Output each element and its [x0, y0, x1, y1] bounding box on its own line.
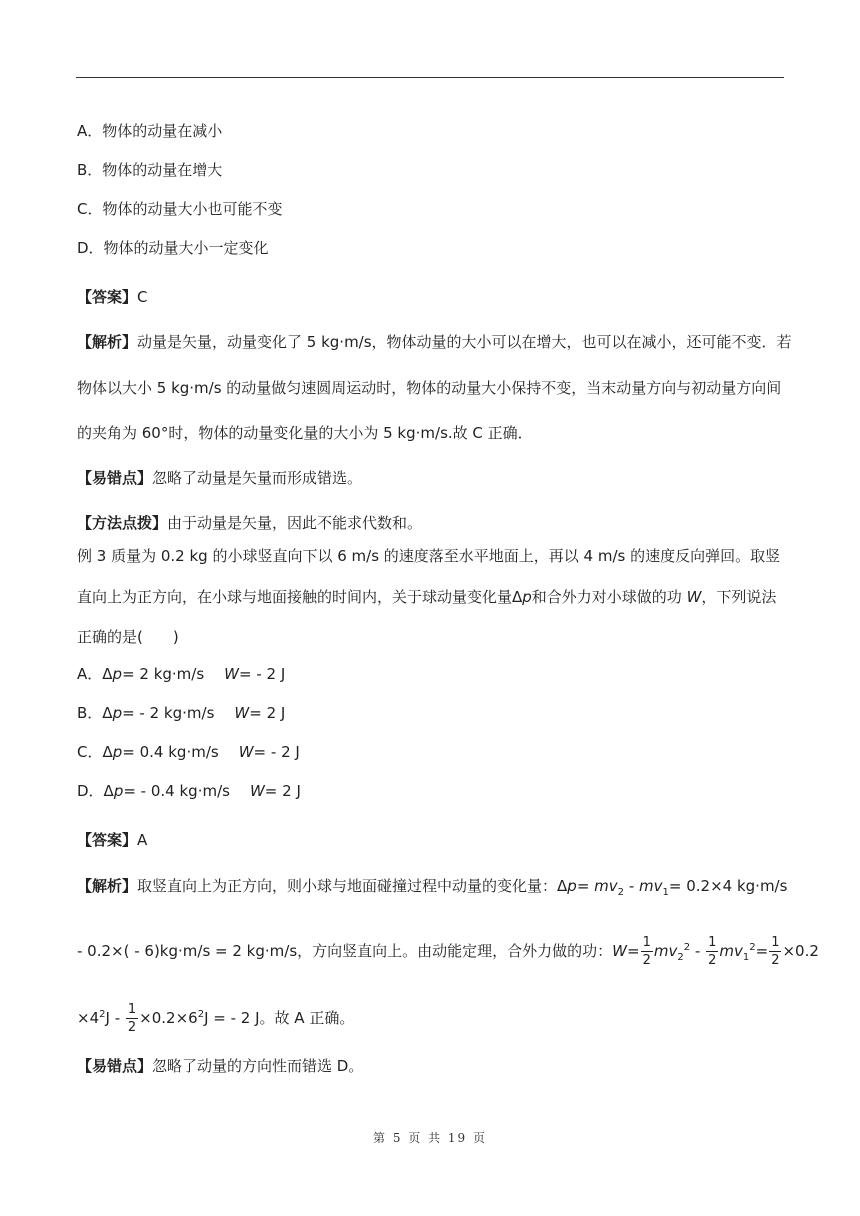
fraction-half: $\frac{1}{2}$ — [642, 935, 651, 968]
fraction-half: $\frac{1}{2}$ — [708, 935, 717, 968]
option-a: A．物体的动量在减小 — [77, 122, 223, 140]
example-option-c: C．Δp= 0.4 kg·m/s W= - 2 J — [77, 743, 300, 761]
fraction-half: $\frac{1}{2}$ — [127, 1002, 137, 1035]
example-mistake-text: 忽略了动量的方向性而错选 D。 — [152, 1057, 364, 1075]
method-text: 由于动量是矢量，因此不能求代数和。 — [167, 514, 423, 532]
mistake-block — [77, 468, 362, 488]
option-c: C．物体的动量大小也可能不变 — [77, 200, 283, 218]
fraction-half: $\frac{1}{2}$ — [771, 935, 780, 968]
header-rule — [76, 77, 784, 78]
example-answer-block — [77, 830, 147, 850]
answer-label: 【答案】 — [77, 288, 138, 306]
analysis-text-1: 动量是矢量，动量变化了 5 kg·m/s，物体动量的大小可以在增大，也可以在减小，还可能不变．若 — [137, 333, 792, 351]
example-analysis-line-3: $\times 4^2J$ - $\frac{1}{2}$ $\times 0.2\times 6^2J$ = - 2 J。故 A 正确。 — [77, 1002, 355, 1035]
answer-block — [77, 287, 148, 307]
example-mistake-label: 【易错点】 — [77, 1057, 153, 1075]
example-mistake-block — [77, 1056, 363, 1076]
option-d: D．物体的动量大小一定变化 — [77, 239, 269, 257]
example-answer-value: A — [137, 831, 148, 849]
example-line-2: 直向上为正方向，在小球与地面接触的时间内，关于球动量变化量Δp和合外力对小球做的功 W，下列说法 — [77, 588, 777, 606]
example-answer-label: 【答案】 — [77, 831, 138, 849]
page-footer: 第 5 页 共 19 页 — [373, 1131, 487, 1145]
method-block — [77, 513, 422, 533]
example-line-3: 正确的是( ) — [77, 628, 179, 646]
example-option-d: D．Δp= - 0.4 kg·m/s W= 2 J — [77, 782, 301, 800]
option-b: B．物体的动量在增大 — [77, 161, 223, 179]
example-line-1: 例 3 质量为 0.2 kg 的小球竖直向下以 6 m/s 的速度落至水平地面上，再以 4 m/s 的速度反向弹回。取竖 — [77, 547, 781, 565]
example-option-a: A．Δp= 2 kg·m/s W= - 2 J — [77, 665, 286, 683]
mistake-label: 【易错点】 — [77, 469, 153, 487]
answer-value: C — [137, 288, 148, 306]
analysis-line-3: 的夹角为 60°时，物体的动量变化量的大小为 5 kg·m/s.故 C 正确． — [77, 424, 533, 442]
analysis-line-2: 物体以大小 5 kg·m/s 的动量做匀速圆周运动时，物体的动量大小保持不变，当末动量方向与初动量方向间 — [77, 379, 782, 397]
analysis-label: 【解析】 — [77, 333, 138, 351]
method-label: 【方法点拨】 — [77, 514, 168, 532]
mistake-text: 忽略了动量是矢量而形成错选。 — [152, 469, 363, 487]
analysis-line-1 — [77, 332, 792, 352]
example-analysis-line-1: 【解析】取竖直向上为正方向，则小球与地面碰撞过程中动量的变化量：$\Delta p= mv_2 - mv_1= 0.2\times 4$ kg·m/s — [77, 877, 788, 898]
example-analysis-line-2: - 0.2×( - 6)kg·m/s = 2 kg·m/s，方向竖直向上。由动能定理，合外力做的功：W= $\frac{1}{2}$ $mv_2^2$ - $\frac{1}{2}$ $mv_1^2=$ $\frac{1}{2}$ ×0.2 — [77, 935, 819, 968]
example-option-b: B．Δp= - 2 kg·m/s W= 2 J — [77, 704, 286, 722]
example-analysis-label: 【解析】 — [77, 877, 138, 895]
